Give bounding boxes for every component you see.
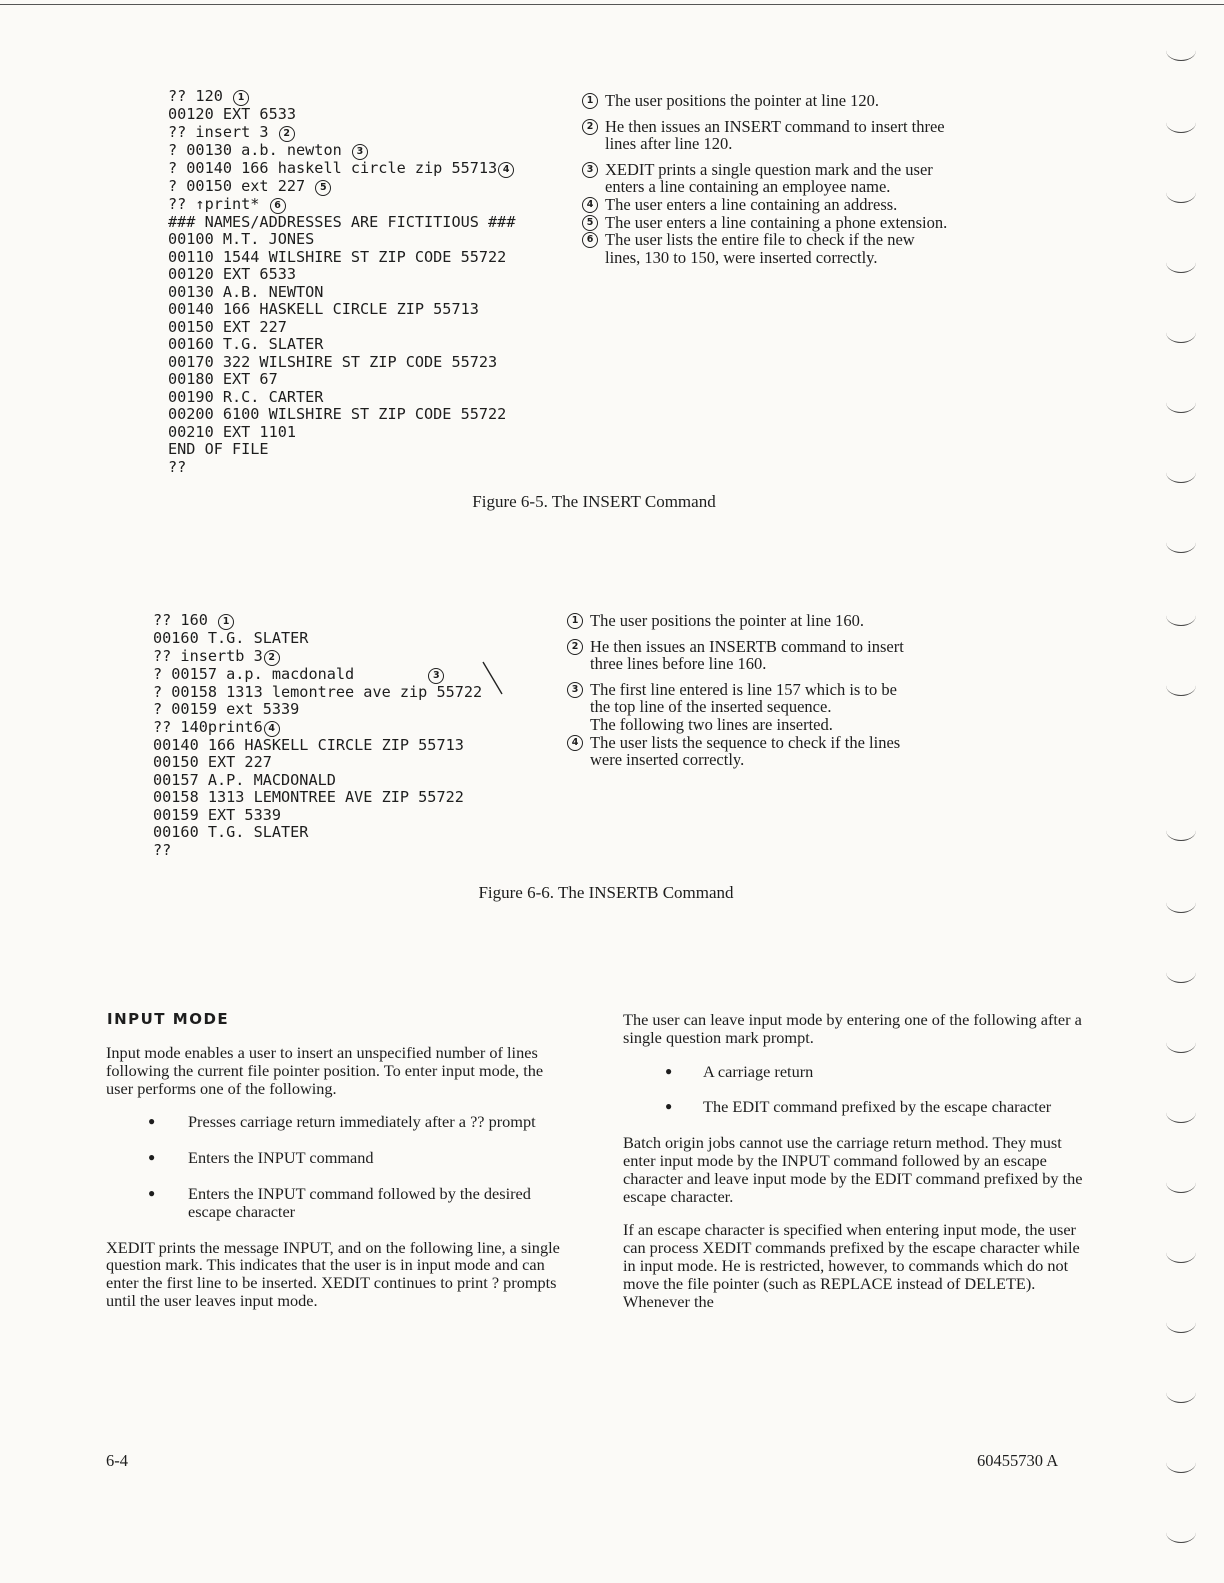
callout-number-5: 5	[315, 180, 331, 196]
figure-6-6-terminal-listing	[153, 612, 482, 859]
figure-6-6-caption: Figure 6-6. The INSERTB Command	[478, 883, 734, 902]
annotation-text: lines after line 120.	[605, 134, 733, 154]
terminal-line-text: ### NAMES/ADDRESSES ARE FICTITIOUS ###	[168, 212, 516, 231]
annotation-text: He then issues an INSERT command to insert three	[605, 116, 945, 136]
callout-number-3: 3	[428, 668, 444, 684]
annotation-text: the top line of the inserted sequence.	[590, 697, 832, 717]
binding-mark	[1166, 820, 1196, 841]
terminal-line	[153, 737, 482, 755]
leave-input-mode-list	[623, 1063, 1095, 1117]
callout-number-3: 3	[352, 144, 368, 160]
terminal-line	[168, 231, 515, 249]
annotation-item	[581, 214, 1081, 232]
callout-number-1: 1	[218, 614, 234, 630]
terminal-line-text: ? 00158 1313 lemontree ave zip 55722	[153, 682, 483, 701]
annotation-item	[566, 638, 1036, 673]
binding-mark	[1166, 1242, 1196, 1263]
terminal-line	[153, 789, 482, 807]
terminal-line-text: 00120 EXT 6533	[168, 105, 297, 123]
terminal-line-text: 00159 EXT 5339	[153, 805, 282, 824]
terminal-line-text: ??	[168, 457, 187, 476]
terminal-line-text: 00140 166 HASKELL CIRCLE ZIP 55713	[153, 735, 464, 754]
terminal-line	[153, 754, 482, 772]
terminal-line	[168, 336, 515, 354]
terminal-line	[168, 196, 515, 214]
terminal-line	[168, 459, 515, 477]
callout-number-4: 4	[567, 735, 583, 751]
callout-number-2: 2	[567, 639, 583, 655]
annotation-text: The user enters a line containing a phone extension.	[605, 212, 948, 232]
binding-mark	[1166, 40, 1196, 61]
callout-number-3: 3	[567, 682, 583, 698]
terminal-line	[168, 354, 515, 372]
annotation-item	[566, 734, 1036, 769]
binding-mark	[1166, 962, 1196, 983]
binding-mark	[1166, 1312, 1196, 1333]
terminal-line	[168, 142, 515, 160]
terminal-line-text: 00190 R.C. CARTER	[168, 387, 324, 406]
callout-number-4: 4	[498, 162, 514, 178]
terminal-line	[168, 319, 515, 337]
annotation-text: were inserted correctly.	[590, 750, 745, 770]
annotation-item	[581, 118, 1081, 153]
terminal-line	[168, 389, 515, 407]
annotation-item	[581, 231, 1081, 266]
annotation-text: enters a line containing an employee name.	[605, 177, 891, 197]
annotation-text: The following two lines are inserted.	[590, 714, 833, 734]
terminal-line-text: ?? insertb 3	[153, 646, 263, 665]
binding-mark	[1166, 322, 1196, 343]
input-mode-intro: Input mode enables a user to insert an unspecified number of lines following the current file pointer position. To enter input mode, the user performs one of the following.	[106, 1043, 544, 1098]
annotation-item	[581, 161, 1081, 196]
annotation-text: He then issues an INSERTB command to insert	[590, 636, 904, 656]
binding-mark	[1166, 1032, 1196, 1053]
terminal-line	[168, 371, 515, 389]
binding-mark	[1166, 462, 1196, 483]
binding-mark	[1166, 532, 1196, 553]
page-top-rule	[0, 4, 1224, 5]
callout-number-1: 1	[582, 93, 598, 109]
terminal-line-text: ? 00150 ext 227	[168, 176, 315, 195]
enter-input-mode-list	[106, 1113, 568, 1220]
terminal-line-text: 00158 1313 LEMONTREE AVE ZIP 55722	[153, 788, 464, 806]
figure-6-5-annotations	[581, 92, 1081, 266]
terminal-line-text: 00150 EXT 227	[168, 317, 287, 336]
annotation-text: The user lists the entire file to check if the new	[605, 230, 915, 250]
binding-mark	[1166, 1102, 1196, 1123]
binding-mark	[1166, 392, 1196, 413]
terminal-line-text: ?? 140print6	[153, 717, 263, 736]
terminal-line	[153, 666, 482, 684]
terminal-line-text: ? 00140 166 haskell circle zip 55713	[168, 158, 498, 177]
figure-6-5-caption: Figure 6-5. The INSERT Command	[472, 492, 716, 511]
annotation-item	[581, 196, 1081, 214]
terminal-line	[153, 701, 482, 719]
terminal-line	[153, 772, 482, 790]
callout-number-2: 2	[279, 126, 295, 142]
list-item: ● Enters the INPUT command followed by the desired escape character	[106, 1185, 568, 1221]
terminal-line	[153, 612, 482, 630]
terminal-line	[168, 178, 515, 196]
terminal-line	[168, 424, 515, 442]
terminal-line	[153, 648, 482, 666]
list-item: ● Presses carriage return immediately after a ?? prompt	[106, 1113, 568, 1131]
terminal-line-text: ? 00159 ext 5339	[153, 700, 300, 718]
annotation-text: The user enters a line containing an address.	[605, 194, 898, 214]
terminal-line-text: 00120 EXT 6533	[168, 265, 297, 283]
binding-mark	[1166, 675, 1196, 696]
terminal-line-text: ?? 160	[153, 611, 218, 629]
terminal-line	[168, 214, 515, 232]
terminal-line-text: ? 00130 a.b. newton	[168, 140, 351, 159]
annotation-text: The user positions the pointer at line 120.	[605, 91, 880, 110]
page-number: 6-4	[106, 1451, 128, 1470]
terminal-line	[168, 266, 515, 284]
binding-mark	[1166, 1452, 1196, 1473]
callout-number-2: 2	[582, 119, 598, 135]
terminal-line-text: 00140 166 HASKELL CIRCLE ZIP 55713	[168, 300, 479, 318]
terminal-line	[153, 824, 482, 842]
right-column	[623, 1011, 1095, 1326]
callout-number-5: 5	[582, 215, 598, 231]
terminal-line-text: 00200 6100 WILSHIRE ST ZIP CODE 55722	[168, 405, 507, 423]
terminal-line-text: 00110 1544 WILSHIRE ST ZIP CODE 55722	[168, 247, 507, 266]
annotation-text: lines, 130 to 150, were inserted correctly.	[605, 247, 878, 267]
callout-number-1: 1	[233, 90, 249, 106]
batch-origin-paragraph: Batch origin jobs cannot use the carriage return method. They must enter input mode by the INPUT command followed by an escape character and leave input mode by the EDIT command prefixed by the escape character.	[623, 1133, 1083, 1206]
binding-mark	[1166, 112, 1196, 133]
callout-number-4: 4	[582, 197, 598, 213]
terminal-line	[168, 441, 515, 459]
terminal-line	[168, 160, 515, 178]
terminal-line	[168, 249, 515, 267]
terminal-line-text: 00170 322 WILSHIRE ST ZIP CODE 55723	[168, 352, 498, 371]
terminal-line	[168, 88, 515, 106]
binding-mark	[1166, 252, 1196, 273]
callout-pointer-line	[480, 660, 520, 700]
callout-number-4: 4	[264, 721, 280, 737]
figure-6-6-annotations	[566, 612, 1036, 769]
terminal-line-text: ?? insert 3	[168, 122, 278, 141]
annotation-text: The first line entered is line 157 which is to be	[590, 679, 898, 699]
document-number: 60455730 A	[977, 1451, 1059, 1470]
annotation-item	[566, 681, 1036, 734]
terminal-line-text: 00130 A.B. NEWTON	[168, 282, 324, 301]
figure-6-5-terminal-listing	[168, 88, 515, 476]
binding-mark	[1166, 1382, 1196, 1403]
terminal-line-text: 00100 M.T. JONES	[168, 230, 315, 248]
terminal-line	[168, 301, 515, 319]
binding-mark	[1166, 182, 1196, 203]
callout-number-6: 6	[270, 198, 286, 214]
escape-character-paragraph: If an escape character is specified when entering input mode, the user can process XEDIT commands prefixed by the escape character while in input mode. He is restricted, however, to commands which do not move the file pointer (such as REPLACE instead of DELETE). Whenever the	[623, 1220, 1080, 1311]
list-item: ● The EDIT command prefixed by the escape character	[623, 1098, 1095, 1116]
binding-mark	[1166, 1172, 1196, 1193]
terminal-line-text: END OF FILE	[168, 440, 269, 458]
terminal-line-text: 00210 EXT 1101	[168, 422, 297, 441]
terminal-line-text: ?? ↑print*	[168, 194, 269, 213]
callout-number-6: 6	[582, 232, 598, 248]
annotation-item	[566, 612, 1036, 630]
terminal-line-text: 00150 EXT 227	[153, 753, 272, 771]
left-column	[106, 1044, 568, 1326]
terminal-line	[153, 630, 482, 648]
callout-number-3: 3	[582, 162, 598, 178]
terminal-line-text: ? 00157 a.p. macdonald	[153, 664, 428, 683]
input-mode-description: XEDIT prints the message INPUT, and on the following line, a single question mark. This indicates that the user is in input mode and can enter the first line to be inserted. XEDIT continues to print ? prompts until the user leaves input mode.	[106, 1237, 560, 1310]
terminal-line	[153, 684, 482, 702]
terminal-line	[153, 842, 482, 860]
binding-mark	[1166, 1522, 1196, 1543]
terminal-line-text: 00180 EXT 67	[168, 370, 278, 388]
annotation-text: three lines before line 160.	[590, 654, 767, 674]
callout-number-2: 2	[264, 650, 280, 666]
binding-mark	[1166, 892, 1196, 913]
terminal-line	[153, 807, 482, 825]
terminal-line-text: 00160 T.G. SLATER	[153, 823, 309, 841]
list-item: ● Enters the INPUT command	[106, 1149, 568, 1167]
list-item: ● A carriage return	[623, 1063, 1095, 1081]
annotation-text: XEDIT prints a single question mark and the user	[605, 159, 933, 179]
terminal-line-text: ?? 120	[168, 87, 233, 105]
terminal-line	[168, 406, 515, 424]
terminal-line	[168, 106, 515, 124]
annotation-item	[581, 92, 1081, 110]
leave-input-mode-intro: The user can leave input mode by entering one of the following after a single question mark prompt.	[623, 1010, 1082, 1047]
terminal-line-text: 00160 T.G. SLATER	[168, 335, 324, 353]
terminal-line	[168, 284, 515, 302]
annotation-text: The user lists the sequence to check if the lines	[590, 732, 901, 752]
terminal-line	[168, 124, 515, 142]
annotation-text: The user positions the pointer at line 160.	[590, 611, 865, 630]
binding-mark	[1166, 605, 1196, 626]
terminal-line-text: ??	[153, 840, 172, 859]
callout-number-1: 1	[567, 613, 583, 629]
terminal-line-text: 00157 A.P. MACDONALD	[153, 770, 336, 789]
section-heading-input-mode: INPUT MODE	[107, 1010, 230, 1028]
terminal-line-text: 00160 T.G. SLATER	[153, 629, 309, 647]
terminal-line	[153, 719, 482, 737]
